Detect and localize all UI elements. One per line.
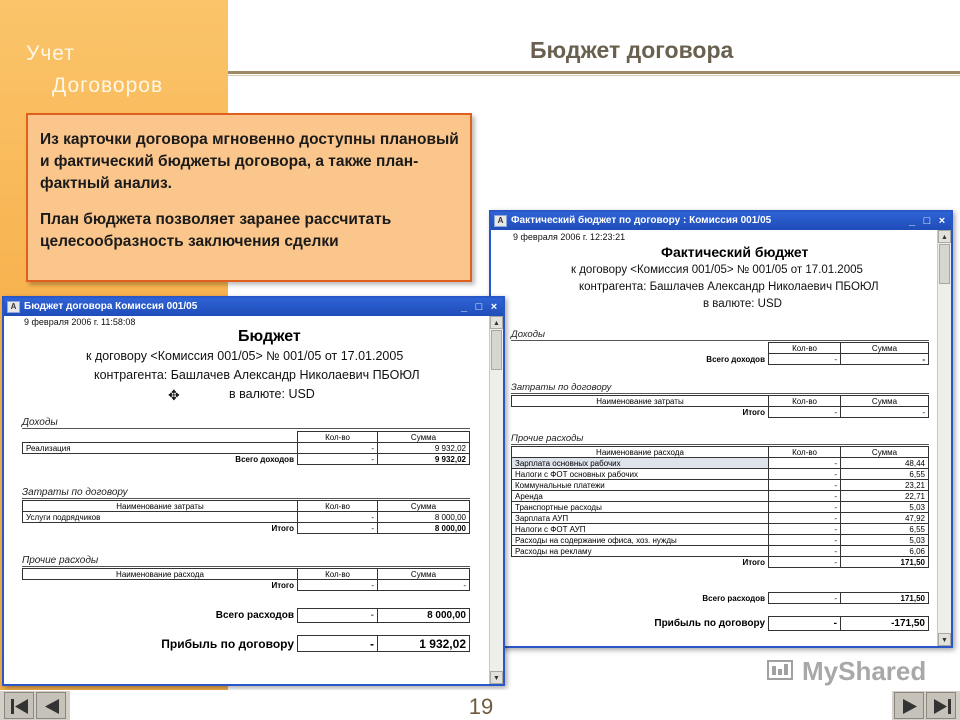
plan-other-table (22, 568, 470, 591)
minimize-icon[interactable]: _ (908, 215, 916, 227)
row-sum: 6,06 (841, 546, 929, 557)
row-name: Расходы на содержание офиса, хоз. нужды (512, 535, 769, 546)
first-slide-button[interactable] (4, 692, 34, 719)
row-sum: 5,03 (841, 535, 929, 546)
brand-line-2: Договоров (52, 74, 164, 97)
total-label: Итого (271, 523, 294, 533)
scroll-thumb[interactable] (939, 244, 950, 284)
scroll-up-icon[interactable]: ▲ (938, 230, 951, 243)
table-row[interactable] (512, 469, 929, 480)
plan-window-titlebar[interactable] (4, 298, 503, 316)
prev-slide-button[interactable] (36, 692, 66, 719)
table-row[interactable] (23, 443, 470, 454)
expenses-total-sum: 8 000,00 (378, 609, 470, 623)
col-qty: Кол-во (769, 447, 841, 458)
fact-costs-section: Затраты по договору (511, 382, 929, 394)
table-row[interactable] (512, 458, 929, 469)
next-slide-button[interactable] (894, 692, 924, 719)
profit-sum: -171,50 (841, 617, 929, 631)
row-sum: 22,71 (841, 491, 929, 502)
callout-paragraph-1: Из карточки договора мгновенно доступны плановый и фактический бюджеты договора, а также план-фактный анализ. (40, 131, 459, 192)
fact-profit-total (511, 616, 929, 631)
cursor-move-icon: ✥ (168, 387, 180, 403)
last-slide-icon (932, 698, 952, 715)
row-sum: 47,92 (841, 513, 929, 524)
close-icon[interactable]: × (490, 301, 498, 313)
row-name: Зарплата АУП (512, 513, 769, 524)
row-qty: - (769, 480, 841, 491)
fact-other-section: Прочие расходы (511, 433, 929, 445)
scroll-down-icon[interactable]: ▼ (490, 671, 503, 684)
scroll-down-icon[interactable]: ▼ (938, 633, 951, 646)
row-sum: 6,55 (841, 469, 929, 480)
fact-contract-line: к договору <Комиссия 001/05> № 001/05 от 17.01.2005 (571, 264, 863, 276)
other-total-label: Итого (271, 580, 294, 590)
last-slide-button[interactable] (926, 692, 956, 719)
fact-income-section: Доходы (511, 329, 929, 341)
col-qty: Кол-во (769, 396, 841, 407)
callout-paragraph-2: План бюджета позволяет заранее рассчитать целесообразность заключения сделки (40, 211, 392, 250)
costs-total-qty: - (769, 407, 841, 418)
app-icon: A (7, 301, 20, 313)
close-icon[interactable]: × (938, 215, 946, 227)
total-row (23, 523, 470, 534)
page-number: 19 (468, 694, 494, 719)
row-sum: 23,21 (841, 480, 929, 491)
plan-costs-section: Затраты по договору (22, 487, 470, 499)
col-sum: Сумма (378, 569, 470, 580)
fact-budget-window[interactable] (489, 210, 953, 648)
row-name: Зарплата основных рабочих (512, 458, 769, 469)
fact-vertical-scrollbar[interactable] (937, 230, 951, 646)
watermark-logo-icon (766, 658, 796, 684)
expenses-total-qty: - (769, 593, 841, 604)
brand-line-1: Учет (26, 42, 75, 65)
table-row[interactable] (512, 502, 929, 513)
row-qty: - (769, 469, 841, 480)
fact-report-body (491, 230, 937, 646)
fact-timestamp: 9 февраля 2006 г. 12:23:21 (513, 232, 626, 242)
fact-other-table (511, 446, 929, 568)
col-sum: Сумма (841, 447, 929, 458)
plan-heading: Бюджет (238, 328, 301, 345)
scroll-thumb[interactable] (491, 330, 502, 370)
fact-counterparty-line: контрагента: Башлачев Александр Николаевич ПБОЮЛ (579, 281, 879, 293)
col-qty: Кол-во (298, 501, 378, 512)
col-sum: Сумма (841, 396, 929, 407)
page-number-area (70, 691, 892, 720)
costs-total-label: Итого (742, 407, 765, 417)
plan-income-table (22, 431, 470, 465)
total-qty: - (769, 557, 841, 568)
plan-currency-line: в валюте: USD (229, 387, 315, 401)
profit-sum: 1 932,02 (378, 636, 470, 652)
col-name: Наименование расхода (23, 569, 298, 580)
profit-qty: - (769, 617, 841, 631)
fact-heading: Фактический бюджет (661, 244, 809, 260)
table-row[interactable] (23, 512, 470, 523)
row-name: Аренда (512, 491, 769, 502)
prev-slide-icon (42, 698, 62, 715)
fact-window-titlebar[interactable] (491, 212, 951, 230)
col-sum: Сумма (378, 501, 470, 512)
row-sum: 5,03 (841, 502, 929, 513)
table-row[interactable] (512, 524, 929, 535)
col-name: Наименование затраты (23, 501, 298, 512)
col-name: Наименование затраты (512, 396, 769, 407)
fact-currency-line: в валюте: USD (703, 298, 782, 310)
maximize-icon[interactable]: □ (475, 301, 483, 313)
plan-expenses-total (22, 608, 470, 623)
profit-label: Прибыль по договору (161, 636, 294, 651)
col-name: Наименование расхода (512, 447, 769, 458)
first-slide-icon (10, 698, 30, 715)
row-name: Реализация (23, 443, 298, 454)
fact-costs-table (511, 395, 929, 418)
row-name: Расходы на рекламу (512, 546, 769, 557)
row-sum: 48,44 (841, 458, 929, 469)
table-row[interactable] (512, 535, 929, 546)
table-row[interactable] (512, 513, 929, 524)
row-qty: - (298, 512, 378, 523)
fact-income-table (511, 342, 929, 365)
slide-title: Бюджет договора (530, 37, 734, 63)
row-name: Налоги с ФОТ АУП (512, 524, 769, 535)
fact-window-title: Фактический бюджет по договору : Комиссия 001/05 (511, 215, 772, 226)
total-qty: - (298, 523, 378, 534)
table-row[interactable] (512, 546, 929, 557)
table-row[interactable] (512, 480, 929, 491)
row-qty: - (298, 443, 378, 454)
total-qty: - (298, 454, 378, 465)
total-label: Всего доходов (235, 454, 294, 464)
plan-profit-total (22, 635, 470, 652)
total-sum: 8 000,00 (378, 523, 470, 534)
expenses-total-label: Всего расходов (702, 593, 765, 603)
scroll-up-icon[interactable]: ▲ (490, 316, 503, 329)
plan-window-title: Бюджет договора Комиссия 001/05 (24, 301, 198, 312)
row-name: Коммунальные платежи (512, 480, 769, 491)
plan-timestamp: 9 февраля 2006 г. 11:58:08 (24, 317, 136, 327)
total-row (23, 454, 470, 465)
expenses-total-label: Всего расходов (215, 610, 294, 621)
total-sum: 9 932,02 (378, 454, 470, 465)
row-qty: - (769, 458, 841, 469)
row-qty: - (769, 524, 841, 535)
row-name: Услуги подрядчиков (23, 512, 298, 523)
total-row (512, 557, 929, 568)
plan-vertical-scrollbar[interactable] (489, 316, 503, 684)
income-total-qty: - (769, 354, 841, 365)
plan-income-section: Доходы (22, 417, 470, 429)
expenses-total-qty: - (298, 609, 378, 623)
title-divider-thin (228, 75, 960, 76)
watermark-text: MyShared (802, 656, 927, 686)
col-sum: Сумма (841, 343, 929, 354)
expenses-total-sum: 171,50 (841, 593, 929, 604)
fact-expenses-total (511, 592, 929, 604)
plan-costs-table (22, 500, 470, 534)
plan-budget-window[interactable] (2, 296, 505, 686)
plan-contract-line: к договору <Комиссия 001/05> № 001/05 от 17.01.2005 (86, 349, 404, 363)
table-row[interactable] (512, 491, 929, 502)
income-total-label: Всего доходов (706, 354, 765, 364)
next-slide-icon (900, 698, 920, 715)
plan-report-body (4, 316, 489, 684)
plan-other-section: Прочие расходы (22, 555, 470, 567)
row-name: Налоги с ФОТ основных рабочих (512, 469, 769, 480)
income-total-sum: - (841, 354, 929, 365)
total-sum: 171,50 (841, 557, 929, 568)
row-name: Транспортные расходы (512, 502, 769, 513)
row-sum: 8 000,00 (378, 512, 470, 523)
other-total-sum: - (378, 580, 470, 591)
row-qty: - (769, 546, 841, 557)
profit-qty: - (298, 636, 378, 652)
costs-total-sum: - (841, 407, 929, 418)
plan-counterparty-line: контрагента: Башлачев Александр Николаевич ПБОЮЛ (94, 368, 420, 382)
col-qty: Кол-во (298, 569, 378, 580)
title-divider (228, 71, 960, 74)
col-qty: Кол-во (298, 432, 378, 443)
info-callout (26, 113, 472, 282)
profit-label: Прибыль по договору (654, 618, 765, 629)
col-qty: Кол-во (769, 343, 841, 354)
other-total-qty: - (298, 580, 378, 591)
maximize-icon[interactable]: □ (923, 215, 931, 227)
app-icon: A (494, 215, 507, 227)
minimize-icon[interactable]: _ (460, 301, 468, 313)
row-sum: 9 932,02 (378, 443, 470, 454)
row-qty: - (769, 513, 841, 524)
row-qty: - (769, 502, 841, 513)
row-qty: - (769, 535, 841, 546)
col-sum: Сумма (378, 432, 470, 443)
total-label: Итого (742, 557, 765, 567)
row-qty: - (769, 491, 841, 502)
row-sum: 6,55 (841, 524, 929, 535)
